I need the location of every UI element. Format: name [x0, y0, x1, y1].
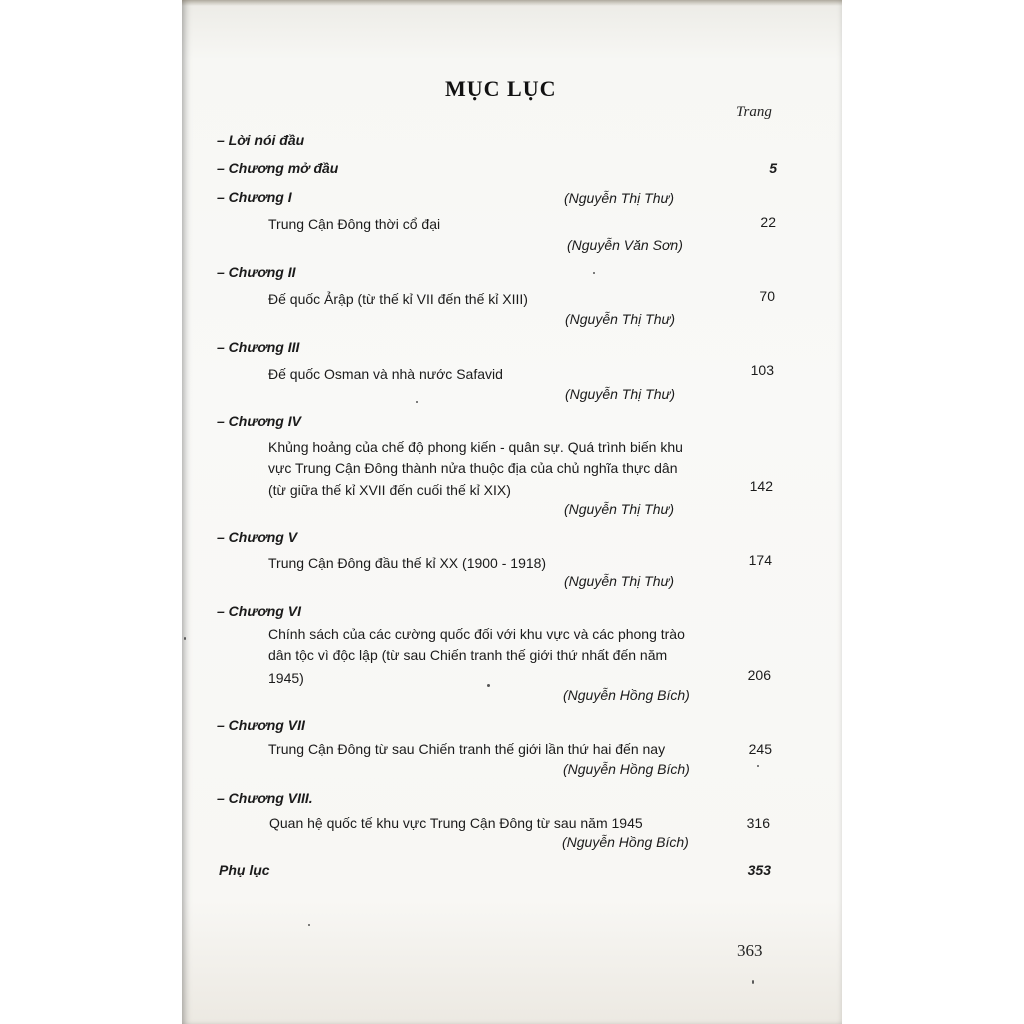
toc-chapter-4-label: – Chương IV [217, 413, 301, 429]
toc-chapter-4-author: (Nguyễn Thị Thư) [564, 501, 675, 517]
toc-chapter-6-page: 206 [747, 667, 771, 683]
toc-appendix-page: 353 [747, 862, 771, 878]
toc-chapter-1-author: (Nguyễn Thị Thư) [564, 190, 675, 206]
toc-chapter-5-label: – Chương V [217, 529, 298, 545]
toc-chapter-7-author: (Nguyễn Hồng Bích) [563, 761, 690, 777]
toc-chapter-2-page: 70 [759, 288, 775, 304]
toc-chapter-3-title: Đế quốc Osman và nhà nước Safavid [268, 366, 503, 382]
toc-chapter-3-author: (Nguyễn Thị Thư) [565, 386, 676, 402]
page-title: MỤC LỤC [445, 76, 557, 101]
toc-chapter-1-author2: (Nguyễn Văn Sơn) [567, 237, 683, 253]
toc-chapter-7-page: 245 [748, 741, 772, 757]
toc-chapter-6-label: – Chương VI [217, 603, 301, 619]
toc-chapter-4-title-line3: (từ giữa thế kỉ XVII đến cuối thế kỉ XIX) [268, 482, 511, 498]
paper-speck [752, 980, 754, 984]
paper-speck [308, 924, 310, 926]
toc-chapter-5-page: 174 [748, 552, 772, 568]
toc-chapter-8-page: 316 [746, 815, 770, 831]
paper-speck [593, 272, 595, 274]
toc-chapter-2-title: Đế quốc Ảrập (từ thế kỉ VII đến thế kỉ XIII) [268, 291, 528, 307]
toc-appendix-label: Phụ lục [219, 862, 270, 878]
toc-chapter-5-author: (Nguyễn Thị Thư) [564, 573, 675, 589]
toc-chapter-4-page: 142 [749, 478, 773, 494]
toc-chapter-7-label: – Chương VII [217, 717, 305, 733]
toc-chapter-6-title-line3: 1945) [268, 670, 304, 686]
paper-speck [416, 401, 418, 403]
toc-chapter-8-title: Quan hệ quốc tế khu vực Trung Cận Đông từ sau năm 1945 [269, 815, 643, 831]
toc-chapter-5-title: Trung Cận Đông đầu thế kỉ XX (1900 - 1918) [268, 555, 547, 571]
toc-chapter-3-label: – Chương III [217, 339, 300, 355]
toc-entry-intro-label: – Chương mở đầu [217, 160, 339, 176]
toc-chapter-4-title-line1: Khủng hoảng của chế độ phong kiến - quân sự. Quá trình biến khu [268, 439, 683, 455]
paper-speck [487, 684, 490, 687]
toc-chapter-6-title-line1: Chính sách của các cường quốc đối với khu vực và các phong trào [268, 626, 685, 642]
toc-chapter-8-author: (Nguyễn Hồng Bích) [562, 834, 689, 850]
page-number: 363 [737, 941, 763, 960]
toc-entry-intro-page: 5 [769, 160, 777, 176]
toc-chapter-7-title: Trung Cận Đông từ sau Chiến tranh thế giới lần thứ hai đến nay [268, 741, 666, 757]
book-page [182, 0, 842, 1024]
toc-chapter-6-author: (Nguyễn Hồng Bích) [563, 687, 690, 703]
toc-chapter-2-label: – Chương II [217, 264, 296, 280]
page-column-label: Trang [736, 104, 772, 120]
toc-chapter-1-page: 22 [760, 214, 776, 230]
toc-chapter-4-title-line2: vực Trung Cận Đông thành nửa thuộc địa của chủ nghĩa thực dân [268, 460, 678, 476]
toc-chapter-6-title-line2: dân tộc vì độc lập (từ sau Chiến tranh thế giới thứ nhất đến năm [268, 647, 668, 663]
toc-chapter-2-author: (Nguyễn Thị Thư) [565, 311, 676, 327]
toc-chapter-1-label: – Chương I [217, 189, 292, 205]
toc-chapter-1-title: Trung Cận Đông thời cổ đại [268, 216, 441, 232]
toc-chapter-3-page: 103 [750, 362, 774, 378]
toc-chapter-8-label: – Chương VIII. [217, 790, 313, 806]
paper-speck [757, 765, 759, 767]
paper-speck [184, 637, 186, 640]
toc-entry-preface-label: – Lời nói đầu [217, 132, 305, 148]
